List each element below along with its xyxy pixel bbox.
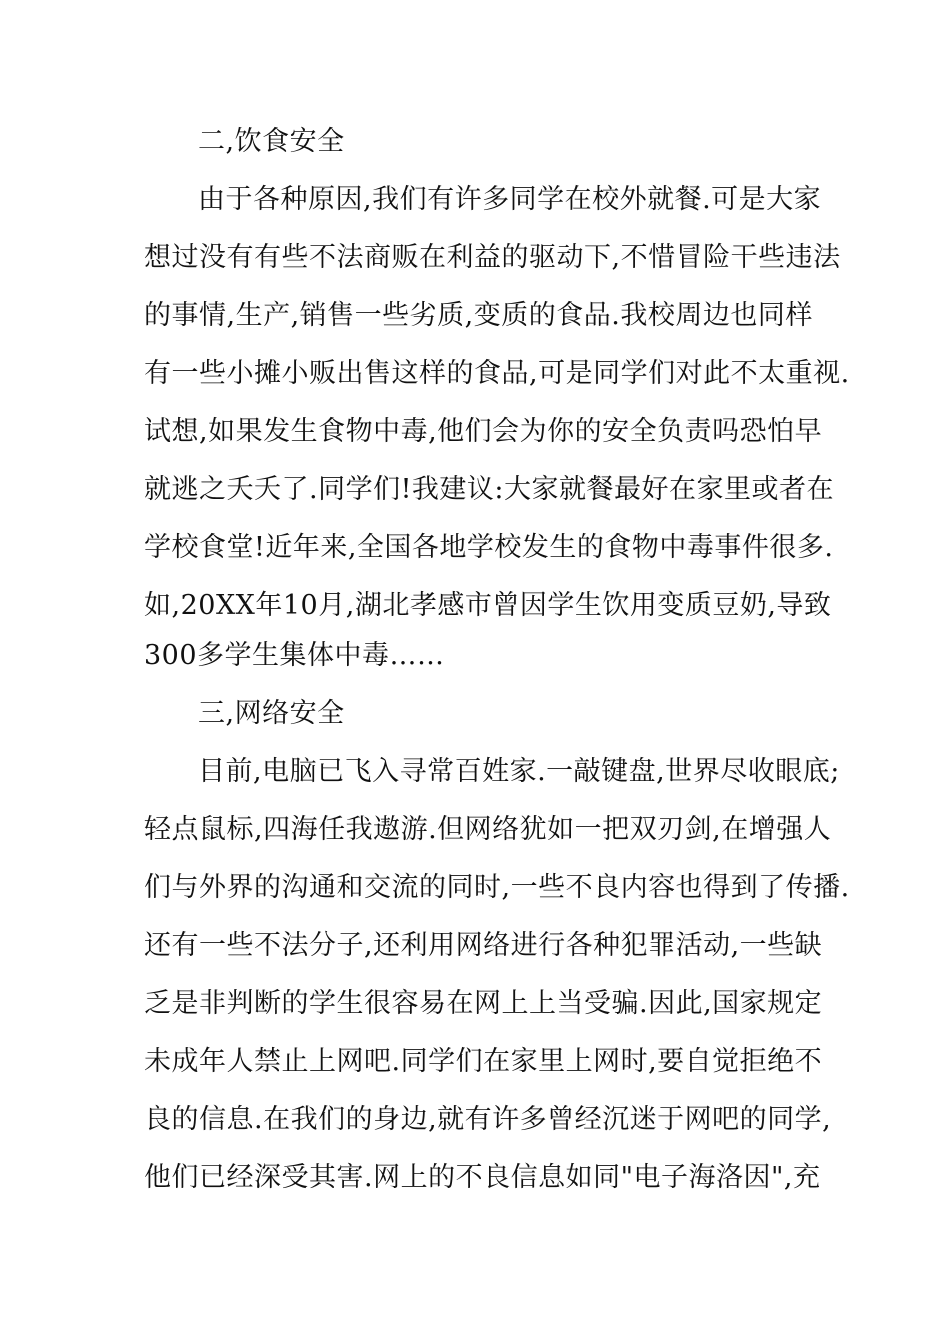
paragraph-line: 试想,如果发生食物中毒,他们会为你的安全负责吗恐怕早 — [144, 416, 823, 447]
paragraph-line: 如,20XX年10月,湖北孝感市曾因学生饮用变质豆奶,导致 — [144, 590, 832, 621]
section-heading-food-safety: 二,饮食安全 — [198, 126, 345, 157]
paragraph-line: 乏是非判断的学生很容易在网上上当受骗.因此,国家规定 — [144, 988, 823, 1019]
paragraph-line: 就逃之夭夭了.同学们!我建议:大家就餐最好在家里或者在 — [144, 474, 835, 505]
section-heading-network-safety: 三,网络安全 — [198, 698, 345, 729]
paragraph-line: 未成年人禁止上网吧.同学们在家里上网时,要自觉拒绝不 — [144, 1046, 823, 1077]
paragraph-line: 目前,电脑已飞入寻常百姓家.一敲键盘,世界尽收眼底; — [198, 756, 840, 787]
paragraph-line: 的事情,生产,销售一些劣质,变质的食品.我校周边也同样 — [144, 300, 813, 331]
paragraph-line: 想过没有有些不法商贩在利益的驱动下,不惜冒险干些违法 — [144, 242, 841, 273]
paragraph-line: 他们已经深受其害.网上的不良信息如同"电子海洛因",充 — [144, 1162, 821, 1193]
paragraph-line: 有一些小摊小贩出售这样的食品,可是同学们对此不太重视. — [144, 358, 850, 389]
paragraph-line: 学校食堂!近年来,全国各地学校发生的食物中毒事件很多. — [144, 532, 834, 563]
paragraph-line: 们与外界的沟通和交流的同时,一些不良内容也得到了传播. — [144, 872, 850, 903]
paragraph-line: 由于各种原因,我们有许多同学在校外就餐.可是大家 — [198, 184, 822, 215]
paragraph-line: 300多学生集体中毒…… — [144, 640, 445, 671]
paragraph-line: 良的信息.在我们的身边,就有许多曾经沉迷于网吧的同学, — [144, 1104, 832, 1135]
paragraph-line: 还有一些不法分子,还利用网络进行各种犯罪活动,一些缺 — [144, 930, 823, 961]
paragraph-line: 轻点鼠标,四海任我遨游.但网络犹如一把双刃剑,在增强人 — [144, 814, 832, 845]
